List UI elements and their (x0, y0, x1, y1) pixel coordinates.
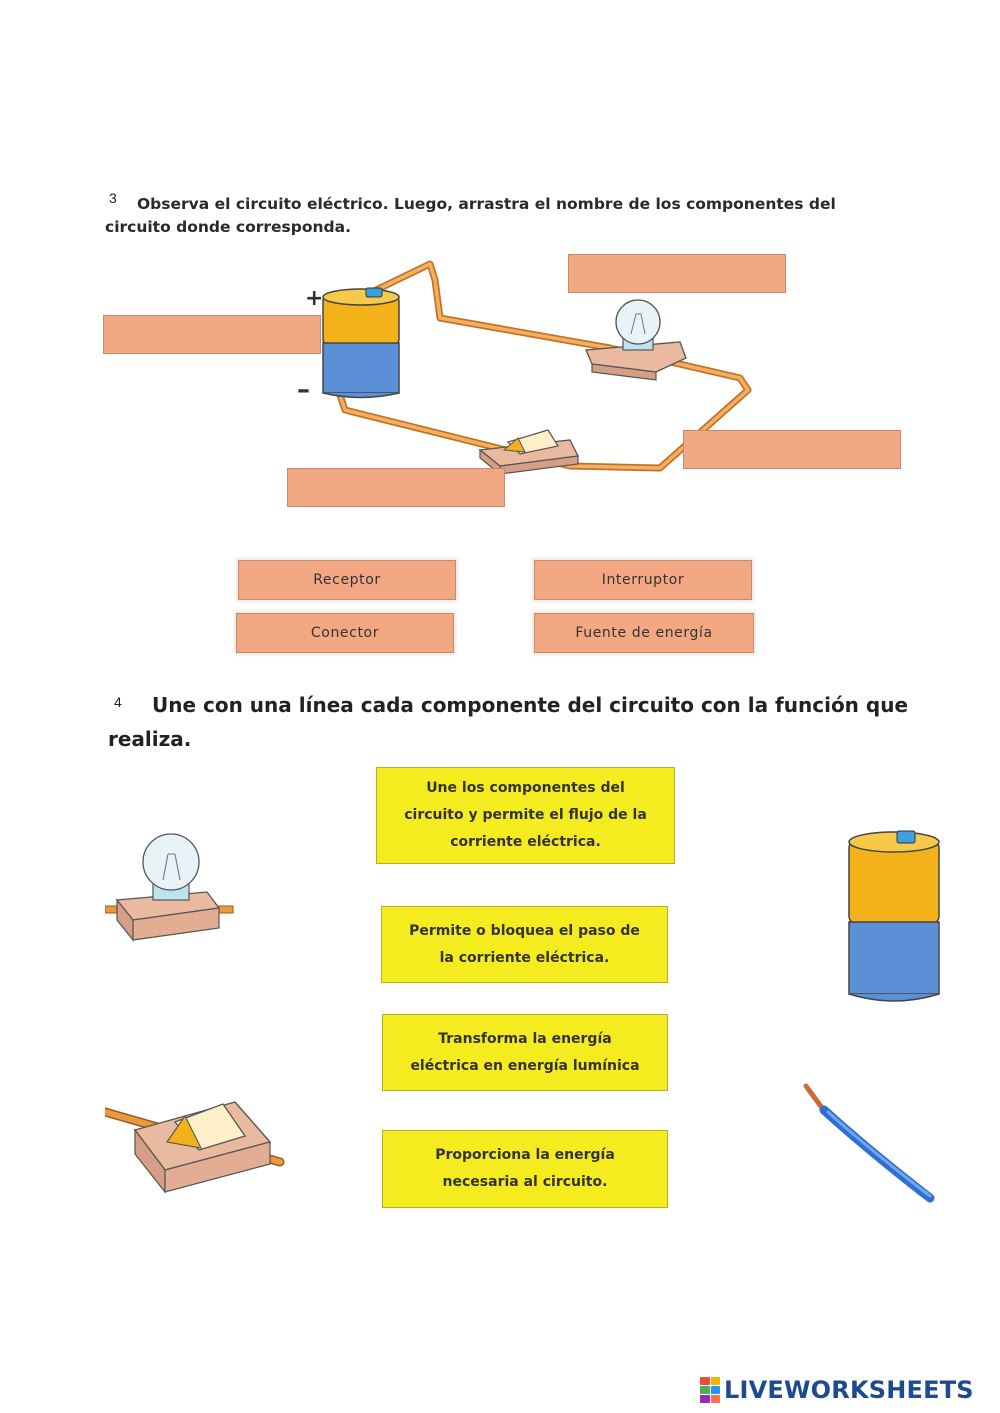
bulb-icon[interactable] (105, 828, 235, 956)
bulb-icon (586, 300, 686, 380)
wire-icon[interactable] (798, 1080, 938, 1205)
function-box-2[interactable]: Permite o bloquea el paso de la corriente eléctrica. (381, 906, 668, 983)
brand-name: LIVEWORKSHEETS (724, 1376, 974, 1404)
drop-zone-battery[interactable] (103, 315, 321, 354)
drop-zone-switch[interactable] (287, 468, 505, 507)
drop-zone-wire[interactable] (683, 430, 901, 469)
switch-icon[interactable] (105, 1082, 285, 1202)
question-3-instruction: Observa el circuito eléctrico. Luego, arrastra el nombre de los componentes del circuito donde corresponda. (105, 195, 836, 236)
battery-icon (323, 288, 399, 398)
question-number-3: 3 (109, 190, 117, 206)
question-4-instruction: Une con una línea cada componente del circuito con la función que realiza. (108, 693, 909, 751)
liveworksheets-logo (700, 1376, 974, 1404)
function-box-1[interactable]: Une los componentes del circuito y permite el flujo de la corriente eléctrica. (376, 767, 675, 864)
plus-sign: + (305, 286, 324, 311)
minus-sign: – (297, 375, 310, 405)
battery-icon[interactable] (843, 828, 943, 1008)
circuit-diagram (100, 250, 920, 520)
word-chip-interruptor[interactable]: Interruptor (534, 560, 752, 600)
word-chip-fuente-de-energia[interactable]: Fuente de energía (534, 613, 754, 653)
function-box-3[interactable]: Transforma la energía eléctrica en energía lumínica (382, 1014, 668, 1091)
function-box-4[interactable]: Proporciona la energía necesaria al circuito. (382, 1130, 668, 1208)
word-chip-conector[interactable]: Conector (236, 613, 454, 653)
word-chip-receptor[interactable]: Receptor (238, 560, 456, 600)
question-number-4: 4 (114, 694, 122, 710)
liveworksheets-logo-icon (700, 1377, 720, 1403)
drop-zone-bulb[interactable] (568, 254, 786, 293)
